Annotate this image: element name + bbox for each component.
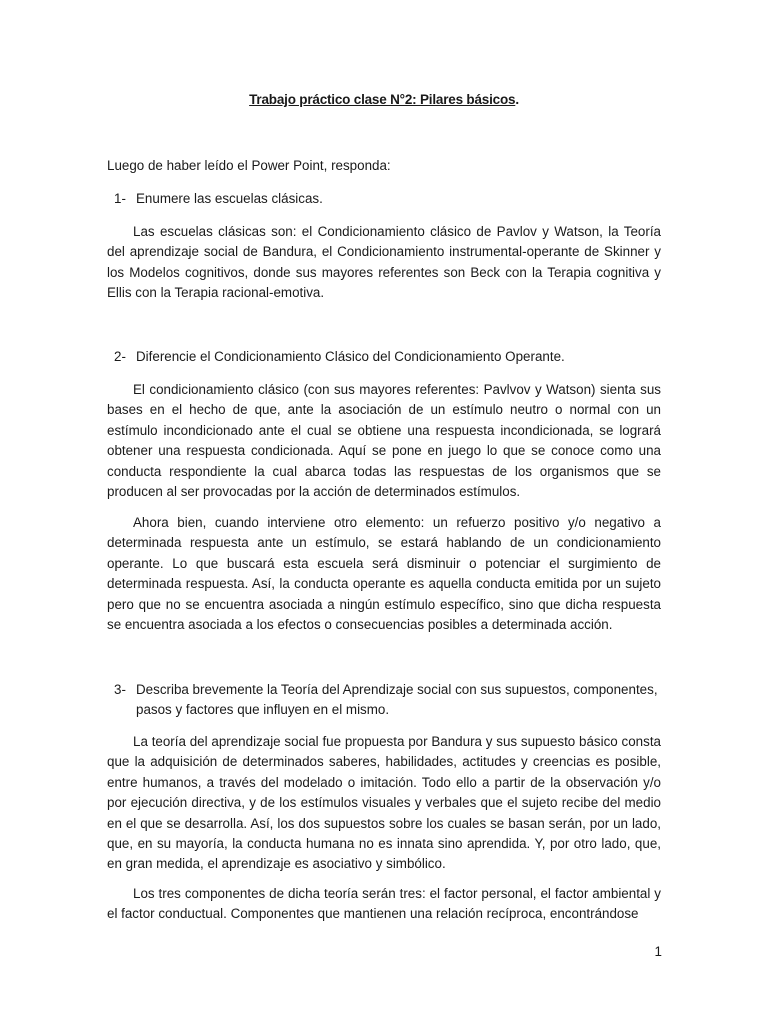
title-suffix: . (515, 92, 519, 107)
answer-paragraph: La teoría del aprendizaje social fue propuesta por Bandura y sus supuesto básico consta que la adquisición de determinados saberes, habilidades, actitudes y creencias es posible, entre humanos, a través del modelado o imitación. Todo ello a partir de la observación y/o por ejecución directiva, y de los estímulos visuales y verbales que el sujeto recibe del medio en el que se desarrolla. Así, los dos supuestos sobre los cuales se basan serán, por un lado, que, en su mayoría, la conducta humana no es innata sino aprendida. Y, por otro lado, que, en gran medida, el aprendizaje es asociativo y simbólico. (107, 734, 661, 872)
question-number: 2- (114, 349, 126, 364)
answer-paragraph: Ahora bien, cuando interviene otro elemento: un refuerzo positivo y/o negativo a determinada respuesta ante un estímulo, se estará hablando de un condicionamiento operante. Lo que buscará esta escuela será disminuir o potenciar el surgimiento de determinada respuesta. Así, la conducta operante es aquella conducta emitida por un sujeto pero que no se encuentra asociada a ningún estímulo específico, sino que dicha respuesta se encuentra asociada a los efectos o consecuencias posibles a determinada acción. (107, 515, 661, 633)
answer-paragraph: El condicionamiento clásico (con sus mayores referentes: Pavlvov y Watson) sienta sus bases en el hecho de que, ante la asociación de un estímulo neutro o normal con un estímulo incondicionado ante el cual se obtiene una respuesta incondicionada, se logrará obtener una respuesta condicionada. Aquí se pone en juego lo que se conoce como una conducta respondiente la cual abarca todas las respuestas de los organismos que se producen al ser provocadas por la acción de determinados estímulos. (107, 382, 661, 500)
question-3 (114, 680, 662, 721)
answer-paragraph: Las escuelas clásicas son: el Condicionamiento clásico de Pavlov y Watson, la Teoría del aprendizaje social de Bandura, el Condicionamiento instrumental-operante de Skinner y los Modelos cognitivos, donde sus mayores referentes son Beck con la Terapia cognitiva y Ellis con la Terapia racional-emotiva. (107, 224, 661, 301)
question-text: Describa brevemente la Teoría del Aprendizaje social con sus supuestos, componentes, pasos y factores que influyen en el mismo. (136, 682, 658, 718)
question-2 (114, 347, 662, 367)
document-title (0, 92, 768, 107)
question-text: Diferencie el Condicionamiento Clásico del Condicionamiento Operante. (136, 349, 565, 364)
answer-paragraph: Los tres componentes de dicha teoría serán tres: el factor personal, el factor ambiental y el factor conductual. Componentes que mantienen una relación recíproca, encontrándose (107, 886, 661, 922)
page-number: 1 (654, 944, 662, 959)
question-number: 3- (114, 682, 126, 697)
title-text: Trabajo práctico clase N°2: Pilares básicos (249, 92, 516, 107)
question-number: 1- (114, 191, 126, 206)
question-1 (114, 189, 662, 209)
intro-text: Luego de haber leído el Power Point, responda: (107, 158, 391, 173)
question-text: Enumere las escuelas clásicas. (136, 191, 323, 206)
